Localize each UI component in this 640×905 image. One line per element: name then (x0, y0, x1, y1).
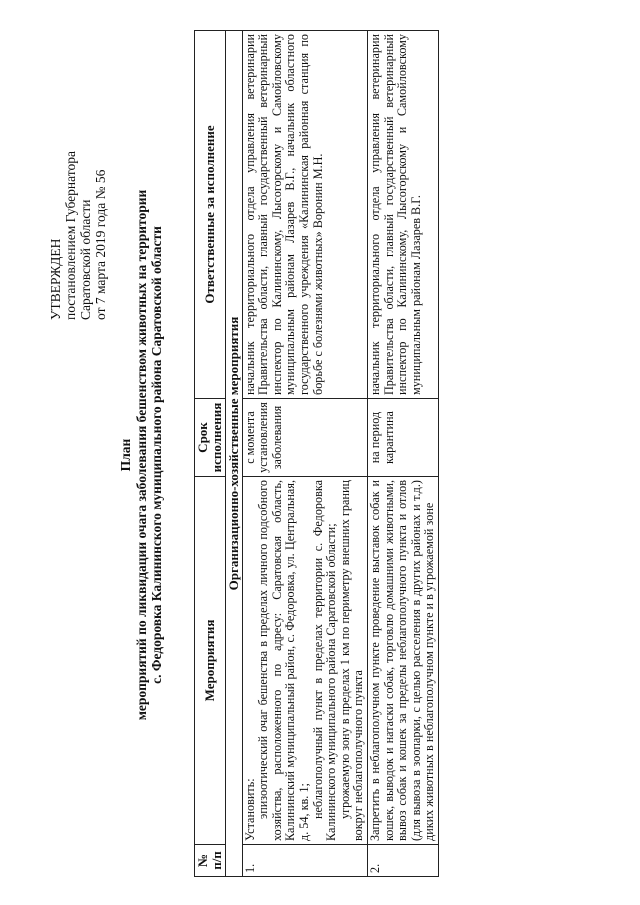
row-measure (367, 477, 438, 845)
document-title (118, 45, 165, 865)
section-title: Организационно-хозяйственные мероприятия (226, 31, 243, 877)
row-responsible: начальник территориального отдела управления ветеринарии Правительства области, главный государственный ветеринарный инспектор по Калининскому, Лысогорскому и Самойловскому муниципальным районам Лазарев В.Г., начальник областного государственного учреждения «Калининская районная станция по борьбе с болезнями животных» Воронин М.Н. (242, 31, 367, 399)
approval-line: Саратовской области (78, 199, 93, 320)
approval-date: от 7 марта 2019 года № 56 (93, 169, 108, 320)
measure-paragraph: Запретить в неблагополучном пункте проведение выставок собак и кошек, выводок и натаски собак, торговлю домашними животными, вывоз собак и кошек за пределы неблагополучного пункта и отлов (для вывоза в зоопарки, с целью расселения в других районах и т.д.) диких животных в неблагополучном пункте и в угрожаемой зоне (367, 480, 437, 841)
header-responsible: Ответственные за исполнение (195, 31, 226, 399)
measure-paragraph: эпизоотический очаг бешенства в пределах личного подсобного хозяйства, расположенного по адресу: Саратовская область, Калининский муниципальный район, с. Федоровка, ул. Центральная, д. 54, кв. 1; (256, 480, 311, 841)
approval-stamp (48, 20, 108, 320)
row-number: 2. (367, 845, 438, 877)
row-term: с момента установления заболевания (242, 399, 367, 477)
measure-paragraph: неблагополучный пункт в пределах территории с. Федоровка Калининского муниципального района Саратовской области; (310, 480, 339, 841)
row-measure (242, 477, 367, 845)
table-header-row (195, 31, 226, 877)
approval-heading: УТВЕРЖДЕН (48, 238, 63, 320)
table-row (242, 31, 367, 877)
row-term: на период карантина (367, 399, 438, 477)
measure-paragraph: угрожаемую зону в пределах 1 км по периметру внешних границ вокруг неблагополучного пункта (337, 480, 366, 841)
header-measures: Мероприятия (195, 477, 226, 845)
header-num: № п/п (195, 845, 226, 877)
title-plan: План (118, 438, 133, 472)
row-responsible: начальник территориального отдела управления ветеринарии Правительства области, главный государственный ветеринарный инспектор по Калининскому, Лысогорскому и Самойловскому муниципальным районам Лазарев В.Г. (367, 31, 438, 399)
approval-line: постановлением Губернатора (63, 151, 78, 320)
measure-intro: Установить: (242, 778, 257, 841)
section-row (226, 31, 243, 877)
title-subject: мероприятий по ликвидации очага заболевания бешенством животных на территории (133, 189, 149, 721)
row-number: 1. (242, 845, 367, 877)
measures-table (194, 30, 439, 877)
table-row (367, 31, 438, 877)
header-term: Срок исполнения (195, 399, 226, 477)
title-location: с. Федоровка Калининского муниципального района Саратовской области (149, 226, 164, 684)
